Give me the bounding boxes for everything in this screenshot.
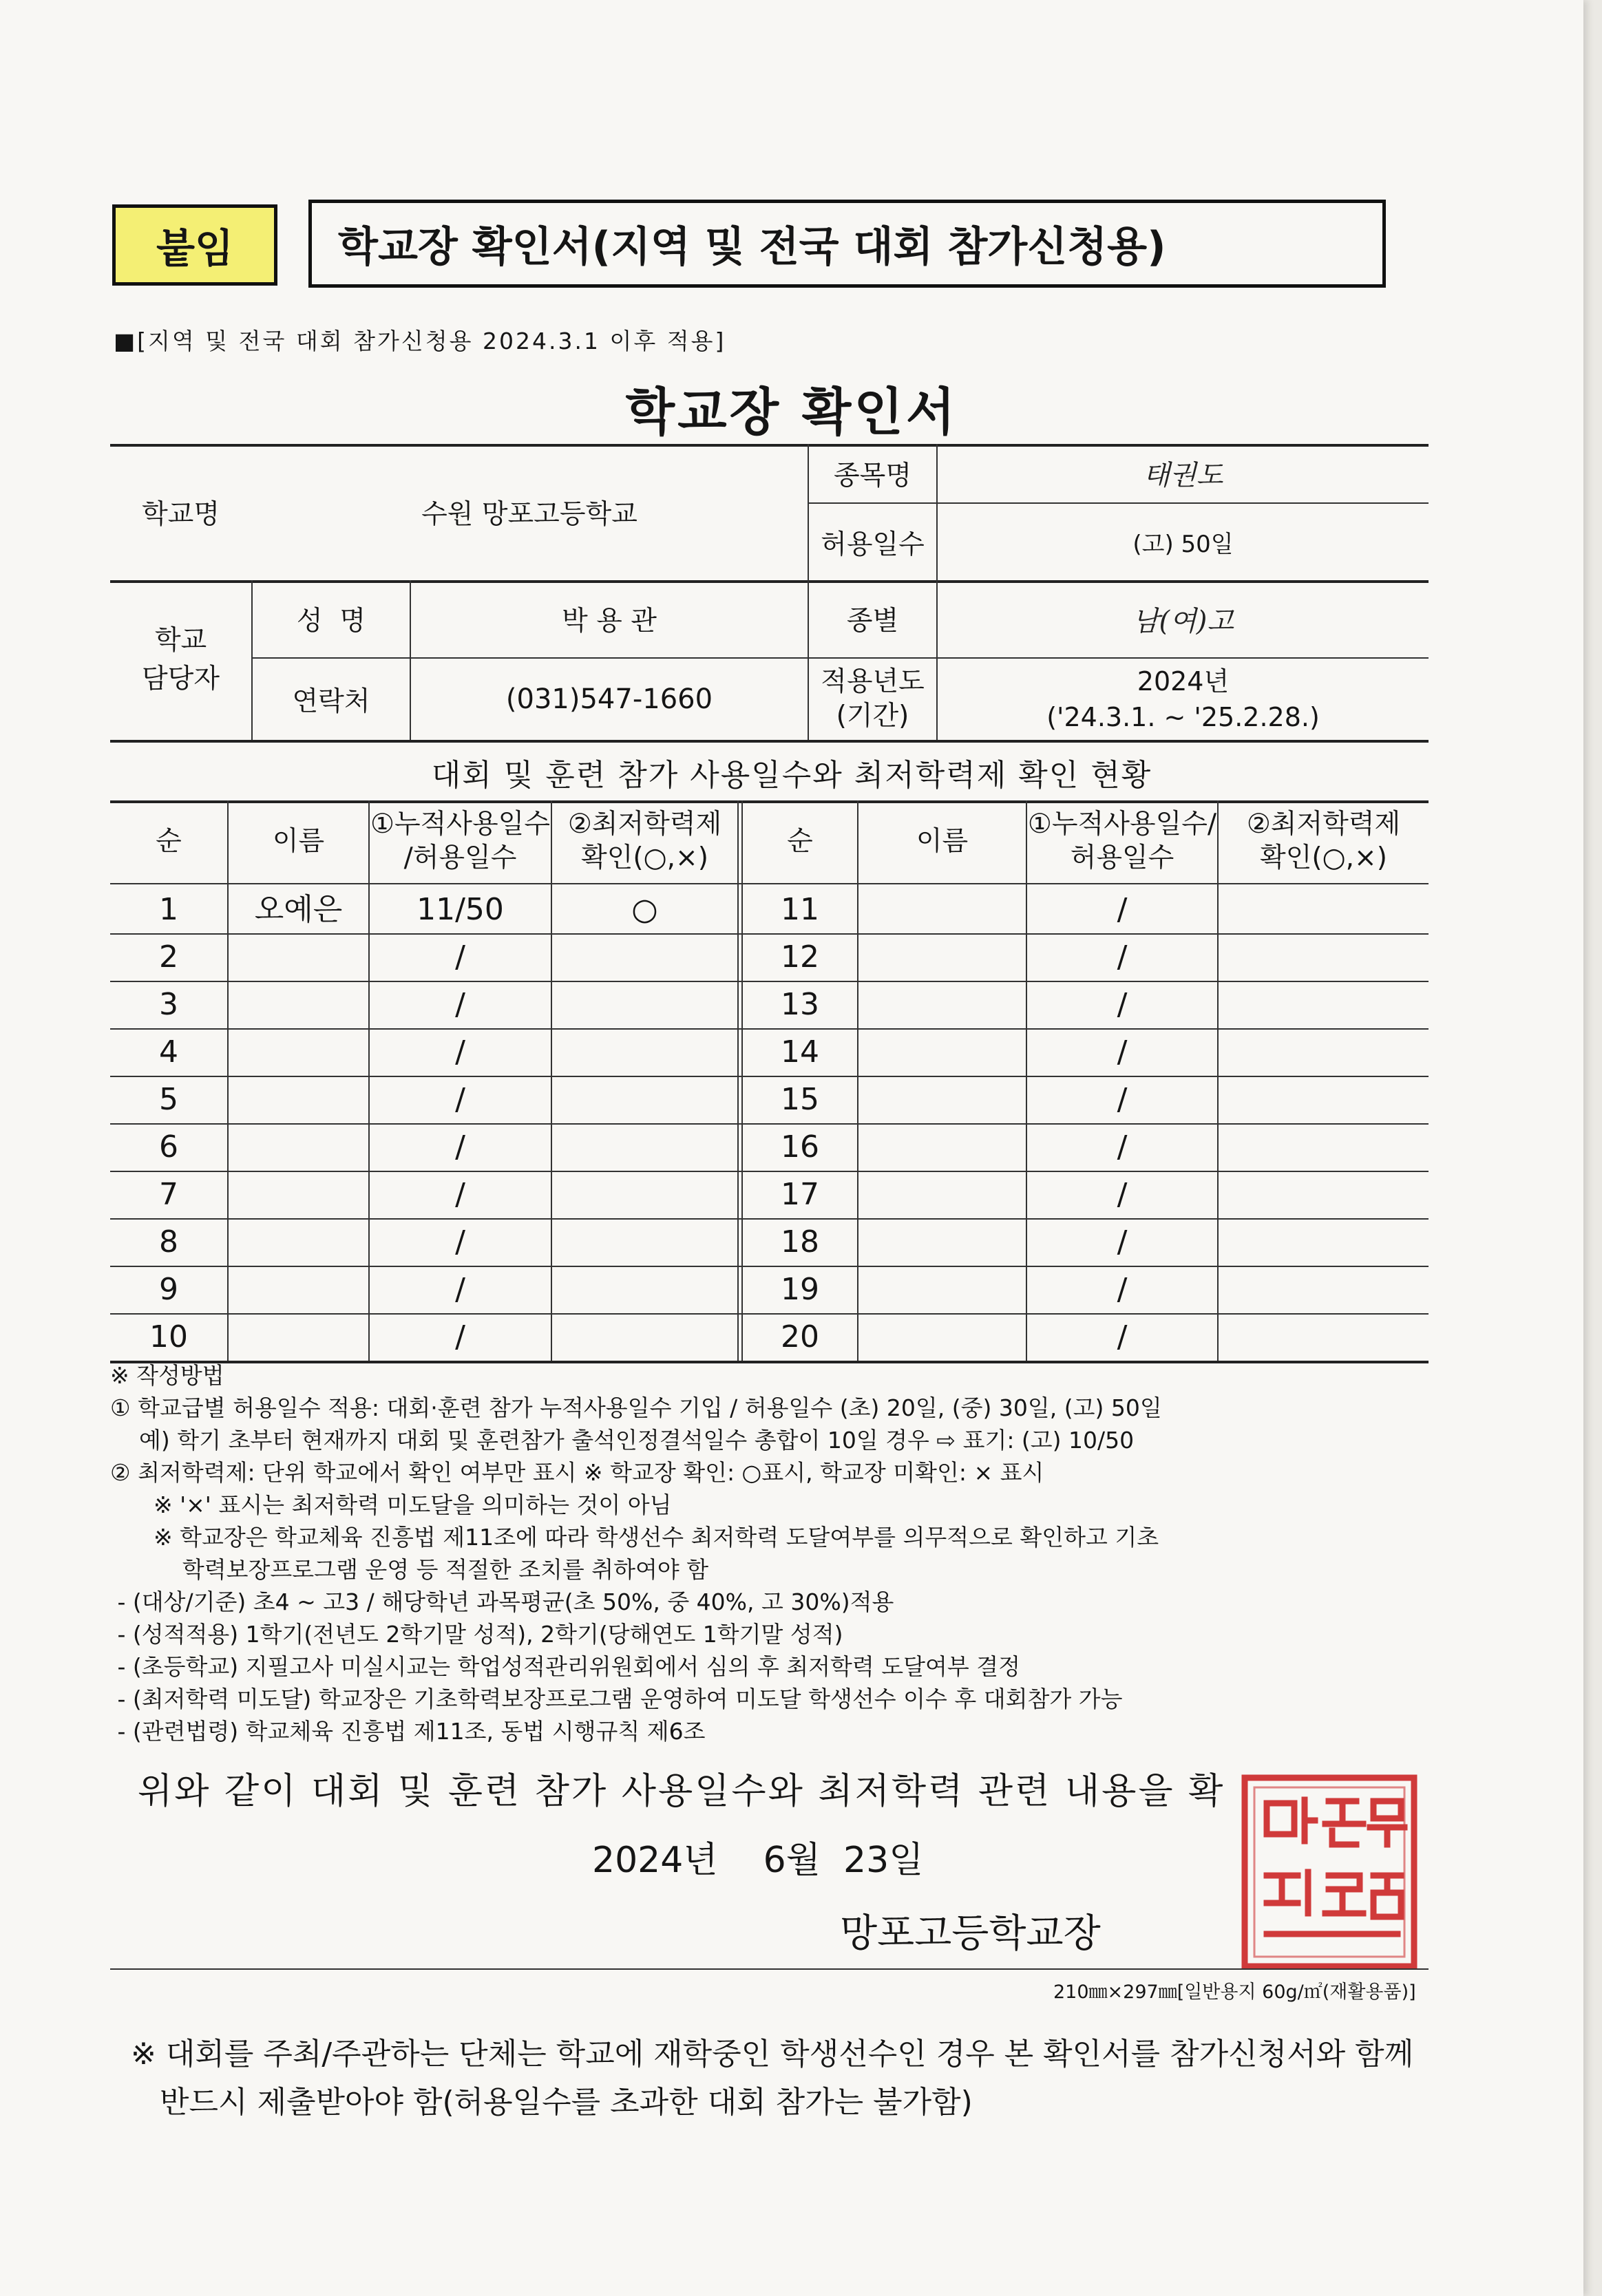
header-cumulative-right-line2: 허용일수 <box>1070 842 1174 873</box>
event-label: 종목명 <box>833 460 912 491</box>
period-label-line1: 적용년도 <box>821 666 925 697</box>
row-number: 12 <box>781 939 819 975</box>
row-days: / <box>455 939 465 975</box>
row-name <box>229 933 368 981</box>
footer-note <box>131 2030 1473 2127</box>
allowed-days-value: (고) 50일 <box>1132 531 1234 558</box>
staff-label-line1: 학교 <box>154 625 207 656</box>
period-label-line2: (기간) <box>836 701 909 732</box>
row-name <box>229 1266 368 1313</box>
row-number: 16 <box>781 1129 819 1165</box>
type-value: 남(여)고 <box>1132 605 1234 637</box>
row-name <box>858 1123 1026 1171</box>
row-number: 7 <box>159 1177 178 1212</box>
writing-guide-line: ① 학교급별 허용일수 적용: 대회·훈련 참가 누적사용일수 기입 / 허용일수 (초) 20일, (중) 30일, (고) 50일 <box>110 1394 1162 1421</box>
row-check <box>1219 886 1429 933</box>
header-name: 이름 <box>272 825 325 857</box>
row-number: 1 <box>159 892 178 927</box>
row-days: / <box>455 987 465 1022</box>
row-check <box>1219 1076 1429 1123</box>
writing-guide-line: - (초등학교) 지필고사 미실시교는 학업성적관리위원회에서 심의 후 최저학력 도달여부 결정 <box>110 1653 1021 1680</box>
row-name <box>858 1076 1026 1123</box>
header-min-line2: 확인(○,×) <box>581 842 708 873</box>
row-name <box>229 1171 368 1218</box>
header-name-right: 이름 <box>916 825 969 857</box>
row-days: / <box>455 1034 465 1070</box>
header-min-line1: ②최저학력제 <box>567 809 722 840</box>
row-days: / <box>455 1129 465 1165</box>
staff-label <box>110 580 251 740</box>
row-number: 13 <box>781 987 819 1022</box>
writing-guide <box>110 1359 1453 1747</box>
row-name <box>858 981 1026 1028</box>
row-days: / <box>1117 1224 1128 1259</box>
writing-guide-line: - (관련법령) 학교체육 진흥법 제11조, 동법 시행규칙 제6조 <box>110 1718 706 1745</box>
row-name <box>858 1266 1026 1313</box>
row-number: 19 <box>781 1272 819 1307</box>
row-name <box>229 1028 368 1076</box>
row-check <box>1219 1266 1429 1313</box>
row-name <box>229 981 368 1028</box>
confirmation-text: 위와 같이 대회 및 훈련 참가 사용일수와 최저학력 관련 내용을 확 <box>138 1771 1225 1812</box>
row-name <box>858 1028 1026 1076</box>
contact-value: (031)547-1660 <box>505 683 713 715</box>
row-number: 14 <box>781 1034 819 1070</box>
contact-label: 연락처 <box>292 686 370 717</box>
scope-note: ■[지역 및 전국 대회 참가신청용 2024.3.1 이후 적용] <box>114 328 726 354</box>
row-check: ○ <box>631 892 658 927</box>
row-number: 5 <box>159 1082 178 1117</box>
row-number: 11 <box>781 892 819 927</box>
row-number: 2 <box>159 939 178 975</box>
row-name <box>229 1076 368 1123</box>
row-check <box>552 1218 737 1266</box>
row-check <box>1219 981 1429 1028</box>
header-order: 순 <box>156 825 182 857</box>
header-min-right-line2: 확인(○,×) <box>1260 842 1387 873</box>
row-check <box>552 981 737 1028</box>
period-value-line1: 2024년 <box>1137 666 1230 697</box>
row-days: / <box>1117 1319 1128 1354</box>
status-header-bottom <box>110 883 1429 884</box>
row-days: / <box>1117 987 1128 1022</box>
row-name <box>858 886 1026 933</box>
row-number: 9 <box>159 1272 178 1307</box>
row-number: 3 <box>159 987 178 1022</box>
row-number: 15 <box>781 1082 819 1117</box>
row-check <box>552 1028 737 1076</box>
row-check <box>1219 933 1429 981</box>
row-days: / <box>455 1319 465 1354</box>
status-title: 대회 및 훈련 참가 사용일수와 최저학력제 확인 현황 <box>431 758 1152 793</box>
row-name <box>858 1218 1026 1266</box>
period-value <box>938 659 1429 740</box>
footer-divider <box>110 1968 1429 1970</box>
attachment-badge: 붙임 <box>112 204 277 286</box>
row-check <box>552 1076 737 1123</box>
row-days: / <box>1117 939 1128 975</box>
period-label <box>809 659 936 740</box>
row-check <box>552 1266 737 1313</box>
row-name <box>858 933 1026 981</box>
row-check <box>552 1171 737 1218</box>
writing-guide-line: - (성적적용) 1학기(전년도 2학기말 성적), 2학기(당해연도 1학기말 성적) <box>110 1621 843 1648</box>
event-value: 태권도 <box>1143 460 1223 491</box>
period-value-line2: ('24.3.1. ~ '25.2.28.) <box>1046 702 1320 732</box>
row-number: 20 <box>781 1319 819 1354</box>
writing-guide-lines <box>110 1392 1453 1747</box>
row-days: / <box>455 1082 465 1117</box>
writing-guide-line: ※ 학교장은 학교체육 진흥법 제11조에 따라 학생선수 최저학력 도달여부를 의무적으로 확인하고 기초 <box>110 1524 1159 1551</box>
info-bottom-border <box>110 740 1429 743</box>
row-check <box>1219 1313 1429 1361</box>
writing-guide-line: - (대상/기준) 초4 ~ 고3 / 해당학년 과목평균(초 50%, 중 40%, 고 30%)적용 <box>110 1588 894 1615</box>
row-days: / <box>1117 892 1128 927</box>
document-title: 학교장 확인서 <box>625 383 958 442</box>
school-name-value: 수원 망포고등학교 <box>421 499 637 530</box>
writing-guide-line: ② 최저학력제: 단위 학교에서 확인 여부만 표시 ※ 학교장 확인: ○표시, 학교장 미확인: × 표시 <box>110 1459 1044 1486</box>
row-number: 18 <box>781 1224 819 1259</box>
row-check <box>1219 1123 1429 1171</box>
principal-name: 망포고등학교장 <box>840 1911 1101 1956</box>
name-value: 박 용 관 <box>562 606 657 637</box>
row-name <box>229 1123 368 1171</box>
writing-guide-line: ※ '×' 표시는 최저학력 미도달을 의미하는 것이 아님 <box>110 1491 672 1518</box>
header-min-right-line1: ②최저학력제 <box>1246 809 1401 840</box>
row-check <box>552 1313 737 1361</box>
row-number: 4 <box>159 1034 178 1070</box>
writing-guide-line: 학력보장프로그램 운영 등 적절한 조치를 취하여야 함 <box>110 1556 709 1583</box>
row-days: / <box>1117 1082 1128 1117</box>
row-days: / <box>1117 1034 1128 1070</box>
header-cumulative-right-line1: ①누적사용일수/ <box>1027 809 1217 840</box>
writing-guide-heading: ※ 작성방법 <box>110 1362 224 1389</box>
header-cumulative-line1: ①누적사용일수 <box>370 809 550 840</box>
row-name <box>229 1313 368 1361</box>
paper-spec: 210㎜×297㎜[일반용지 60g/㎡(재활용품)] <box>1053 1981 1416 2003</box>
header-cumulative-right <box>1027 800 1217 883</box>
staff-label-line2: 담당자 <box>141 663 220 694</box>
footer-note-line1: ※ 대회를 주최/주관하는 단체는 학교에 재학중인 학생선수인 경우 본 확인서를 참가신청서와 함께 <box>131 2037 1414 2072</box>
row-check <box>1219 1171 1429 1218</box>
row-name: 오예은 <box>254 892 343 927</box>
type-label: 종별 <box>846 606 899 637</box>
header-cumulative-line2: /허용일수 <box>403 842 517 873</box>
principal-seal <box>1239 1772 1420 1972</box>
status-center-double-line <box>737 800 743 1361</box>
writing-guide-line: - (최저학력 미도달) 학교장은 기초학력보장프로그램 운영하여 미도달 학생선수 이수 후 대회참가 가능 <box>110 1686 1123 1712</box>
row-days: / <box>1117 1272 1128 1307</box>
row-days: / <box>455 1224 465 1259</box>
row-check <box>552 933 737 981</box>
name-label: 성 명 <box>296 606 366 637</box>
row-name <box>229 1218 368 1266</box>
row-number: 17 <box>781 1177 819 1212</box>
row-check <box>552 1123 737 1171</box>
header-min-level-right <box>1219 800 1429 883</box>
row-number: 8 <box>159 1224 178 1259</box>
row-days: / <box>1117 1177 1128 1212</box>
footer-note-line2: 반드시 제출받아야 함(허용일수를 초과한 대회 참가는 불가함) <box>131 2085 973 2120</box>
confirmation-date: 2024년 6월 23일 <box>592 1840 924 1881</box>
row-days: / <box>455 1272 465 1307</box>
allowed-days-label: 허용일수 <box>821 529 925 560</box>
row-name <box>858 1313 1026 1361</box>
row-number: 10 <box>149 1319 188 1354</box>
header-min-level <box>552 800 737 883</box>
row-check <box>1219 1028 1429 1076</box>
row-name <box>858 1171 1026 1218</box>
row-check <box>1219 1218 1429 1266</box>
row-days: 11/50 <box>417 892 504 927</box>
writing-guide-line: 예) 학기 초부터 현재까지 대회 및 훈련참가 출석인정결석일수 총합이 10일 경우 ⇨ 표기: (고) 10/50 <box>110 1427 1135 1454</box>
header-order-right: 순 <box>787 825 813 857</box>
school-name-label: 학교명 <box>141 499 220 530</box>
row-days: / <box>1117 1129 1128 1165</box>
row-days: / <box>455 1177 465 1212</box>
row-number: 6 <box>159 1129 178 1165</box>
title-box: 학교장 확인서(지역 및 전국 대회 참가신청용) <box>308 200 1386 288</box>
header-cumulative <box>370 800 551 883</box>
